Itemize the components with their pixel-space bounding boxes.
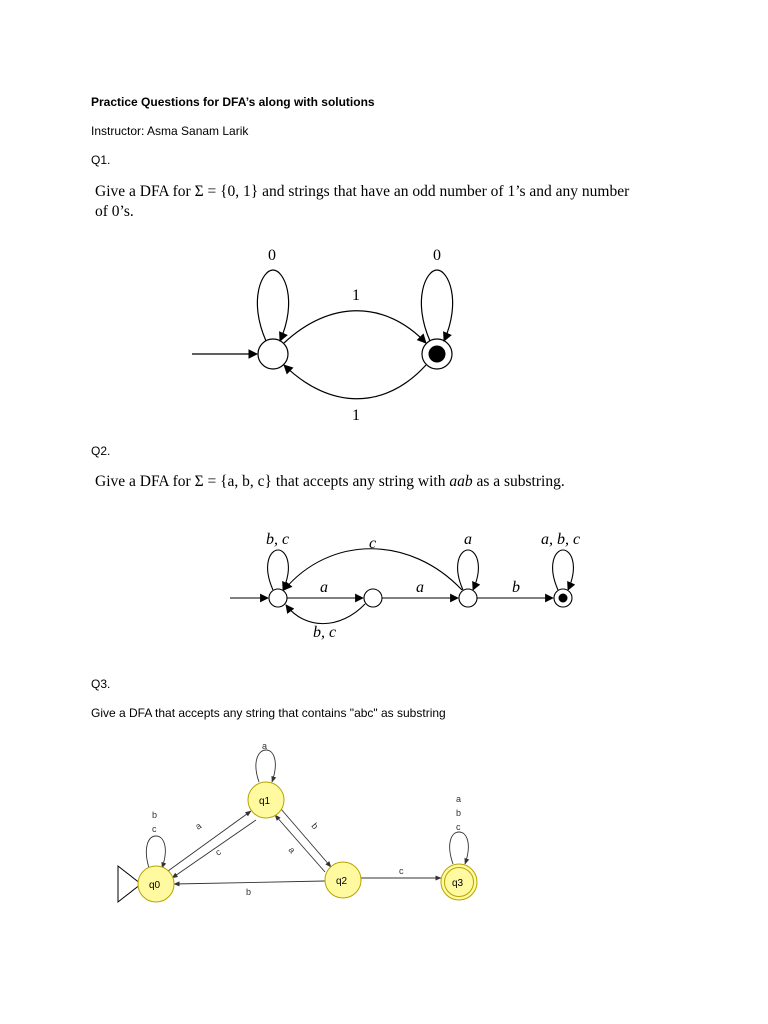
q3-label-q2-q3: c (399, 866, 404, 876)
q3-heading: Q3. (91, 677, 111, 691)
q2-label-b: b (512, 579, 520, 596)
q3-edge-q0-q1 (168, 811, 251, 871)
q1-prompt-line1: Give a DFA for Σ = {0, 1} and strings that have an odd number of 1’s and any number (95, 183, 630, 200)
q2-label-loop0: b, c (266, 531, 290, 548)
q1-loop-accept (421, 270, 452, 341)
q2-heading: Q2. (91, 444, 111, 458)
q2-label-a2: a (416, 579, 424, 596)
q3-label-q2: q2 (336, 876, 348, 887)
q2-state-0 (269, 589, 287, 607)
q1-label-top: 1 (352, 287, 360, 304)
q3-label-q0: q0 (149, 880, 161, 891)
q3-label-q3: q3 (452, 878, 464, 889)
q3-loop-q0 (146, 836, 165, 868)
q3-label-q2-q1: a (286, 844, 298, 856)
q3-label-q1-loop: a (262, 741, 268, 751)
q3-prompt: Give a DFA that accepts any string that contains "abc" as substring (91, 706, 446, 720)
q3-label-q0-loop-b: b (152, 810, 158, 820)
q2-label-back: b, c (313, 624, 337, 641)
q1-label-loop-accept: 0 (433, 247, 441, 264)
q2-loop-2 (458, 550, 479, 590)
q3-label-q0-loop-c: c (152, 824, 157, 834)
q2-loop-3 (553, 550, 574, 590)
q2-label-arc-c: c (369, 535, 377, 552)
q2-loop-0 (268, 550, 289, 590)
q1-state-start (258, 339, 288, 369)
q3-loop-q1 (256, 750, 275, 782)
q3-edge-q1-q2 (281, 809, 331, 867)
q2-prompt (95, 473, 565, 491)
q1-loop-start (257, 270, 288, 341)
q1-label-bottom: 1 (352, 407, 360, 424)
q3-label-q1-q2: b (309, 820, 321, 832)
q1-prompt-line2: of 0’s. (95, 203, 134, 220)
q1-arc-bottom (284, 365, 426, 399)
q2-label-loop3: a, b, c (541, 531, 581, 548)
q2-prompt-pre: Give a DFA for Σ = {a, b, c} that accepts any string with (95, 473, 450, 490)
q2-state-1 (364, 589, 382, 607)
q3-label-q1-q0: c (213, 846, 223, 858)
q3-label-q0-q1: a (193, 820, 204, 832)
q1-arc-top (284, 311, 426, 343)
q3-edge-q2-q0 (174, 881, 325, 884)
q3-label-q2-q0: b (246, 887, 252, 897)
document-title: Practice Questions for DFA’s along with solutions (91, 95, 375, 109)
instructor-line: Instructor: Asma Sanam Larik (91, 124, 249, 138)
q2-state-3-dot (559, 594, 568, 603)
q3-label-q3-loop-a: a (456, 794, 462, 804)
q2-prompt-post: as a substring. (472, 473, 565, 490)
q1-heading: Q1. (91, 153, 111, 167)
q3-label-q1: q1 (259, 796, 271, 807)
q2-state-2 (459, 589, 477, 607)
q3-label-q3-loop-c: c (456, 822, 461, 832)
q3-label-q3-loop-b: b (456, 808, 462, 818)
q2-edge-c (284, 549, 462, 590)
q2-label-loop2: a (464, 531, 472, 548)
q1-label-loop-start: 0 (268, 247, 276, 264)
q3-loop-q3 (450, 832, 469, 864)
q1-state-accept-dot (429, 346, 446, 363)
q2-edge-back-bc (286, 604, 365, 624)
q2-label-a1: a (320, 579, 328, 596)
q2-prompt-emphasis: aab (449, 473, 473, 490)
